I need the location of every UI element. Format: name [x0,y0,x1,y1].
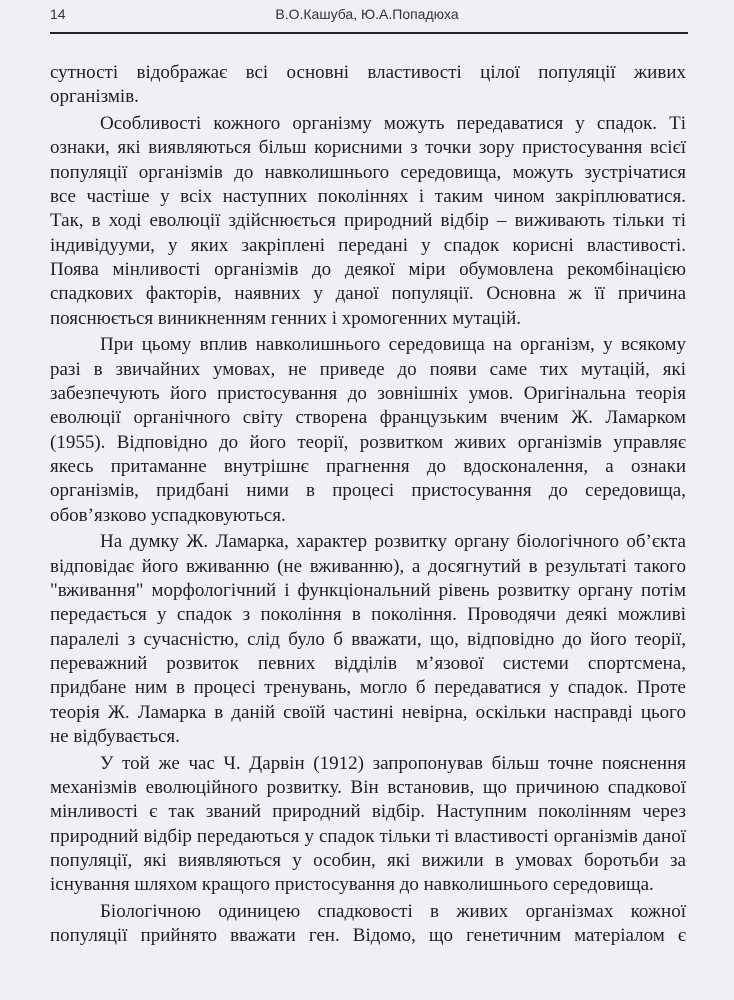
text-line: сутності відображає всі основні властивості цілої популяції живих [50,62,686,83]
paragraph [50,112,686,331]
text-line: Поява мінливості організмів до деякої міри обумовлена рекомбінацією [50,258,686,280]
text-line: переважний розвиток певних відділів м’язової системи спортсмена, [50,652,686,674]
header-rule [50,32,688,34]
text-line: Біологічною одиницею спадковості в живих організмах кожної [100,901,686,923]
paragraph [50,752,686,898]
page-body [50,61,686,951]
paragraph [50,61,686,110]
paragraph [50,333,686,527]
text-line: природний відбір передаються у спадок тільки ті властивості організмів даної [50,825,686,847]
text-line: популяції, які виявляються у особин, які вижили в умовах боротьби за [50,849,686,871]
text-line: механізмів еволюційного розвитку. Він встановив, що причиною спадкової [50,776,686,798]
text-line: популяції організмів до навколишнього середовища, можуть зустрічатися [50,161,686,183]
text-line: відповідає його вживанню (не вживанню), а досягнутий в результаті такого [50,555,686,577]
text-line: теорія Ж. Ламарка в даній своїй частині невірна, оскільки насправді цього [50,701,686,723]
text-line: не відбувається. [50,725,180,747]
text-line: паралелі з сучасністю, слід було б вважати, що, відповідно до його теорії, [50,628,686,650]
text-line: організмів, придбані ними в процесі пристосування до середовища, [50,480,686,502]
text-line: разі в звичайних умовах, не приведе до появи саме тих мутацій, які [50,358,686,380]
paragraph [50,530,686,749]
text-line: придбане ним в процесі тренувань, могло б передаватися у спадок. Проте [50,677,686,699]
text-line: пояснюється виникненням генних і хромогенних мутацій. [50,307,522,329]
text-line: передається у спадок з покоління в покоління. Проводячи деякі можливі [50,604,686,626]
text-line: організмів. [50,86,139,108]
text-line: На думку Ж. Ламарка, характер розвитку органу біологічного об’єкта [100,531,686,553]
paragraph [50,900,686,949]
running-header-authors: В.О.Кашуба, Ю.А.Попадюха [275,6,459,22]
text-line: ознаки, які виявляються більш корисними з точки зору пристосування всієї [50,137,686,159]
text-line: Особливості кожного організму можуть передаватися у спадок. Ті [100,113,686,135]
text-line: "вживання" морфологічний і функціональний рівень розвитку органу потім [50,580,686,602]
text-line: (1955). Відповідно до його теорії, розвитком живих організмів управляє [50,431,686,453]
text-line: мінливості є так званий природний відбір. Наступним поколінням через [50,801,686,823]
text-line: обов’язково успадковуються. [50,504,286,526]
text-line: спадкових факторів, наявних у даної популяції. Основна ж її причина [50,283,686,305]
text-line: якесь притаманне внутрішнє прагнення до вдосконалення, а ознаки [50,455,686,477]
text-line: індивідууми, у яких закріплені передані у спадок корисні властивості. [50,234,686,256]
text-line: існування шляхом кращого пристосування до навколишнього середовища. [50,874,654,896]
text-line: все частіше у всіх наступних поколіннях і таким чином закріплюватися. [50,186,686,208]
text-line: забезпечують його пристосування до зовнішніх умов. Оригінальна теорія [50,383,686,405]
text-line: Так, в ході еволюції здійснюється природний відбір – виживають тільки ті [50,210,686,232]
text-line: популяції прийнято вважати ген. Відомо, що генетичним матеріалом є [50,925,686,947]
text-line: У той же час Ч. Дарвін (1912) запропонував більш точне пояснення [100,752,686,774]
text-line: При цьому вплив навколишнього середовища на організм, у всякому [100,334,686,356]
text-line: еволюції органічного світу створена французьким вченим Ж. Ламарком [50,407,686,429]
page-number: 14 [50,6,66,22]
